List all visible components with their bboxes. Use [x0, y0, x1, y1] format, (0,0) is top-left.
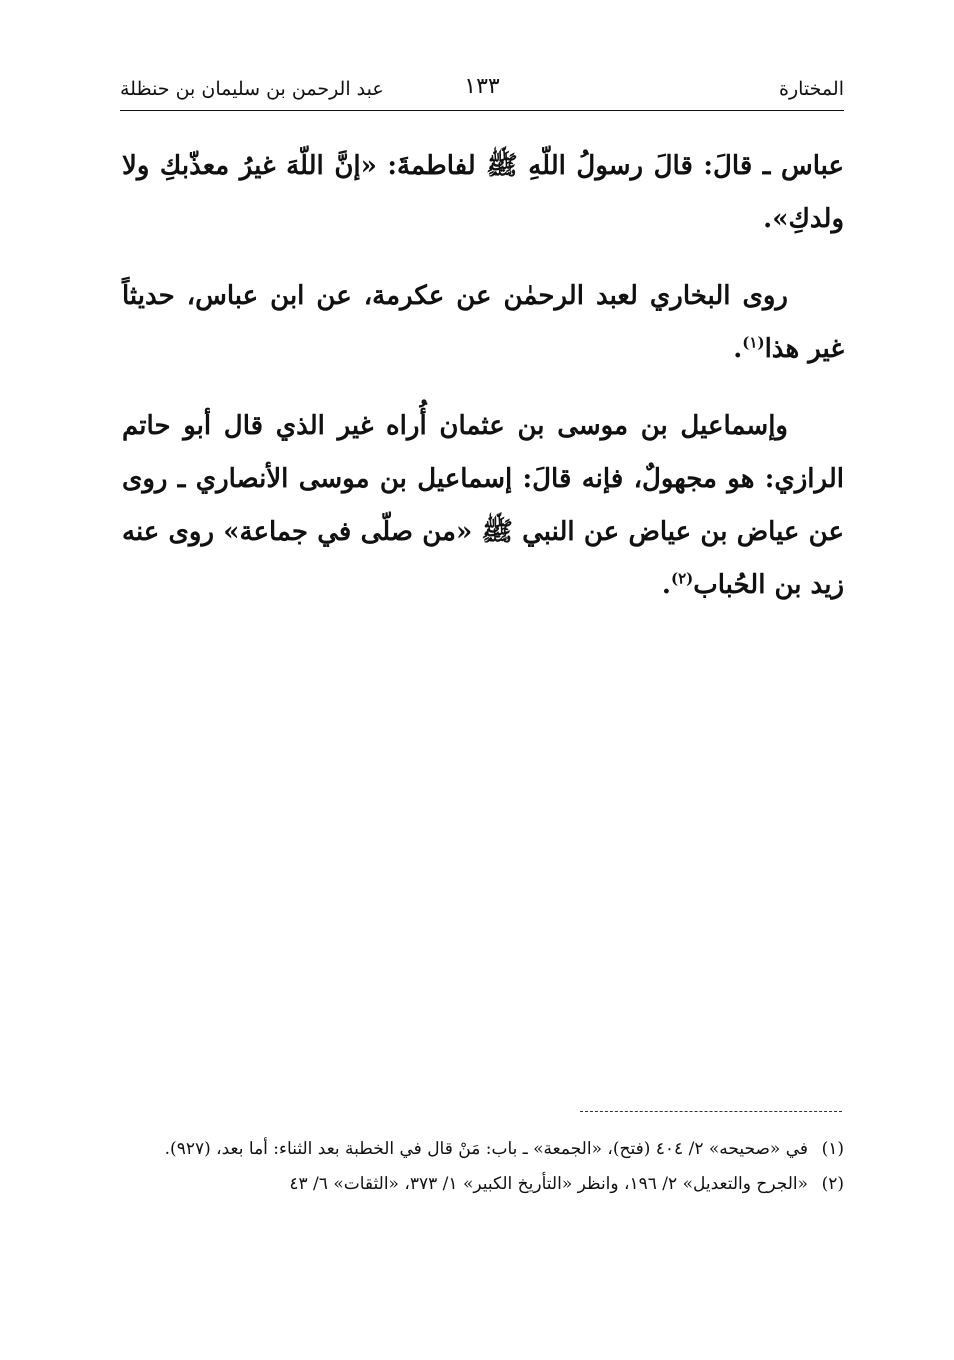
footnote-2-text: «الجرح والتعديل» ٢/ ١٩٦، وانظر «التأريخ الكبير» ١/ ٣٧٣، «الثقات» ٦/ ٤٣: [289, 1174, 808, 1194]
section-title: عبد الرحمن بن سليمان بن حنظلة: [120, 78, 384, 100]
footnote-ref-2[interactable]: (٢): [670, 569, 694, 588]
footnote-1: [122, 1132, 844, 1167]
page-number: ١٣٣: [464, 74, 500, 99]
footnote-1-number: (١): [821, 1139, 844, 1159]
paragraph-2-text: روى البخاري لعبد الرحمٰن عن عكرمة، عن ابن عباس، حديثاً غير هذا: [122, 281, 844, 364]
footnote-separator: [580, 1111, 842, 1112]
footnote-2: [122, 1167, 844, 1202]
footnote-ref-1[interactable]: (١): [742, 333, 765, 352]
paragraph-2-tail: .: [733, 334, 743, 364]
header-divider: [120, 110, 844, 111]
paragraph-3: [122, 400, 844, 612]
paragraph-1-text: عباس ـ قالَ: قالَ رسولُ اللّهِ ﷺ لفاطمةَ: «إنَّ اللّهَ غيرُ معذّبكِ ولا ولدكِ».: [122, 151, 844, 234]
running-header: [120, 74, 844, 108]
main-text: [122, 140, 844, 636]
paragraph-2: [122, 270, 844, 376]
footnote-2-number: (٢): [821, 1174, 844, 1194]
footnotes: [122, 1132, 844, 1202]
footnote-1-text: في «صحيحه» ٢/ ٤٠٤ (فتح)، «الجمعة» ـ باب: مَنْ قال في الخطبة بعد الثناء: أما بعد، (٩٢٧).: [164, 1139, 808, 1159]
paragraph-3-tail: .: [661, 570, 671, 600]
paragraph-1: [122, 140, 844, 246]
paragraph-3-text: وإسماعيل بن موسى بن عثمان أُراه غير الذي قال أبو حاتم الرازي: هو مجهولٌ، فإنه قالَ: إسماعيل بن موسى الأنصاري ـ روى عن عياض بن عياض عن النبي ﷺ «من صلّى في جماعة» روى عنه زيد بن الحُباب: [122, 411, 844, 600]
book-title: المختارة: [779, 78, 844, 100]
